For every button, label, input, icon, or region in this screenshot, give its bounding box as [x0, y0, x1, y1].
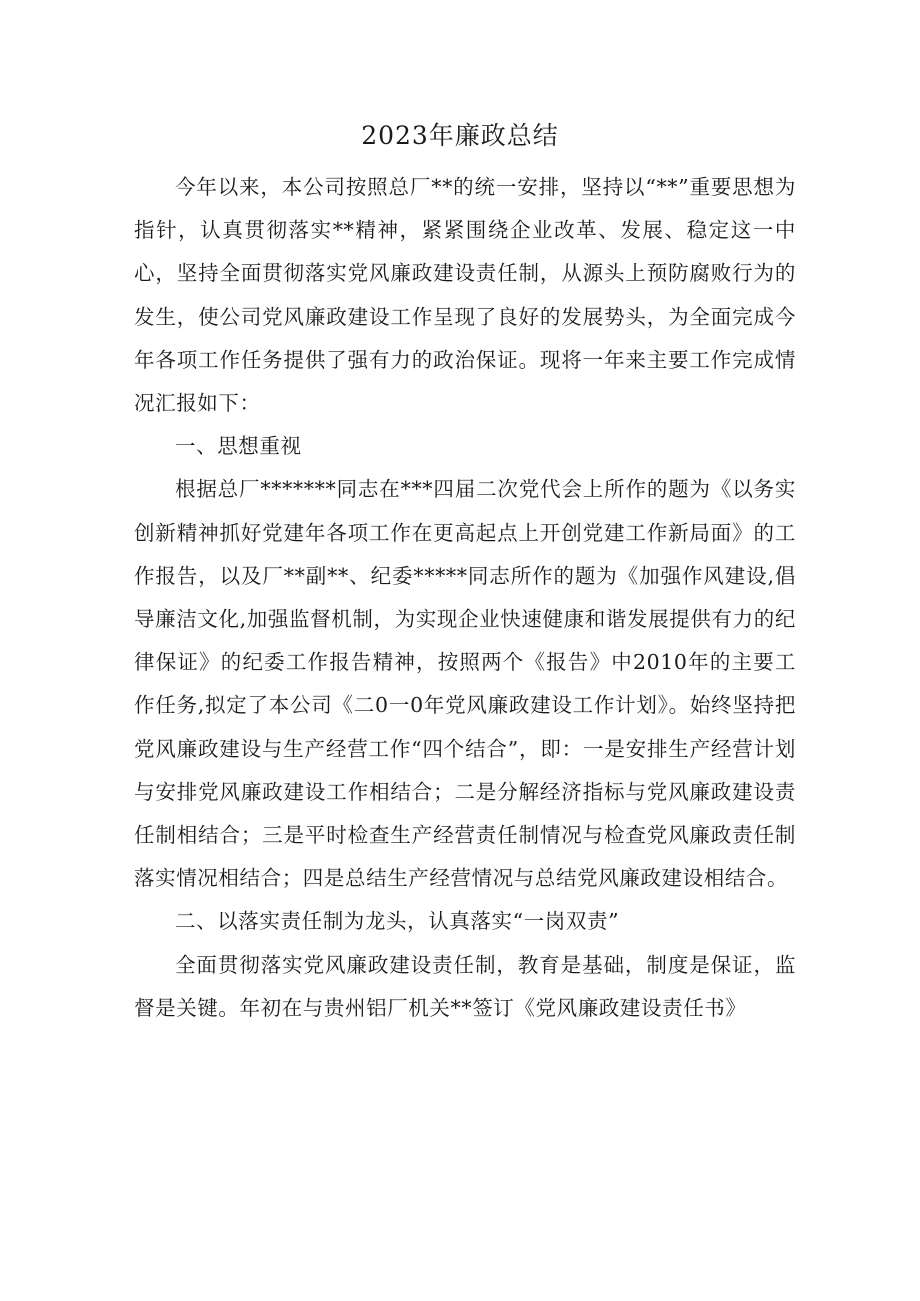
paragraph-section-1: 根据总厂*******同志在***四届二次党代会上所作的题为《以务实创新精神抓好党建年各项工作在更高起点上开创党建工作新局面》的工作报告，以及厂**副**、纪委*****同志所作的题为《加强作风建设,倡导廉洁文化,加强监督机制，为实现企业快速健康和谐发展提供有力的纪律保证》的纪委工作报告精神，按照两个《报告》中2010年的主要工作任务,拟定了本公司《二0一0年党风廉政建设工作计划》。始终坚持把党风廉政建设与生产经营工作“四个结合”，即：一是安排生产经营计划与安排党风廉政建设工作相结合；二是分解经济指标与党风廉政建设责任制相结合；三是平时检查生产经营责任制情况与检查党风廉政责任制落实情况相结合；四是总结生产经营情况与总结党风廉政建设相结合。 — [134, 477, 796, 891]
document-body — [134, 166, 796, 1030]
paragraph-intro: 今年以来，本公司按照总厂**的统一安排，坚持以“**”重要思想为指针，认真贯彻落实**精神，紧紧围绕企业改革、发展、稳定这一中心，坚持全面贯彻落实党风廉政建设责任制，从源头上预防腐败行为的发生，使公司党风廉政建设工作呈现了良好的发展势头，为全面完成今年各项工作任务提供了强有力的政治保证。现将一年来主要工作完成情况汇报如下： — [134, 175, 796, 416]
section-heading-1: 一、思想重视 — [175, 434, 302, 459]
paragraph-section-2: 全面贯彻落实党风廉政建设责任制，教育是基础，制度是保证，监督是关键。年初在与贵州铝厂机关**签订《党风廉政建设责任书》 — [134, 952, 796, 1020]
document-title: 2023年廉政总结 — [361, 121, 559, 150]
section-heading-2: 二、以落实责任制为龙头，认真落实“一岗双责” — [175, 909, 620, 934]
